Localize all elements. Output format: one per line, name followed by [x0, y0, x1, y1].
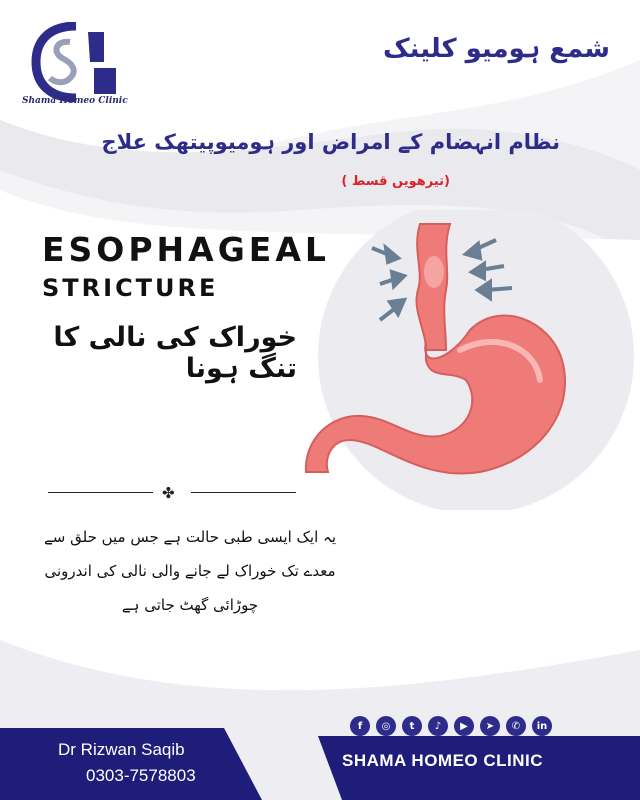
series-title: نظام انہضام کے امراض اور ہومیوپیتھک علاج: [101, 130, 560, 154]
social-links: [350, 716, 552, 736]
tiktok-icon[interactable]: ♪: [428, 716, 448, 736]
doctor-phone[interactable]: 0303-7578803: [86, 766, 196, 785]
whatsapp-icon[interactable]: ✆: [506, 716, 526, 736]
title-urdu: خوراک کی نالی کا تنگ ہونا: [53, 322, 297, 384]
description-line: یہ ایک ایسی طبی حالت ہے جس میں حلق سے: [43, 528, 337, 546]
twitter-icon[interactable]: t: [402, 716, 422, 736]
telegram-icon[interactable]: ➤: [480, 716, 500, 736]
youtube-icon[interactable]: ▶: [454, 716, 474, 736]
instagram-icon[interactable]: ◎: [376, 716, 396, 736]
footer-left-band: [0, 728, 262, 800]
clinic-logo: [30, 22, 126, 104]
footer-clinic-name: SHAMA HOMEO CLINIC: [342, 751, 544, 770]
doctor-name: Dr Rizwan Saqib: [58, 740, 185, 759]
linkedin-icon[interactable]: in: [532, 716, 552, 736]
title-line2: STRICTURE: [42, 274, 219, 302]
description-line: چوڑائی گھٹ جاتی ہے: [121, 596, 259, 614]
description-line: معدے تک خوراک لے جانے والی نالی کی اندرونی: [44, 562, 336, 580]
clinic-name-urdu: شمع ہومیو کلینک: [383, 34, 610, 64]
stomach-illustration: [300, 210, 640, 510]
ornamental-divider: ✤: [48, 486, 296, 500]
episode-label: (تیرھویں قسط ): [341, 174, 450, 189]
logo-caption: Shama Homeo Clinic: [22, 96, 128, 106]
description: [30, 520, 350, 622]
title-line1: ESOPHAGEAL: [42, 230, 330, 269]
facebook-icon[interactable]: f: [350, 716, 370, 736]
